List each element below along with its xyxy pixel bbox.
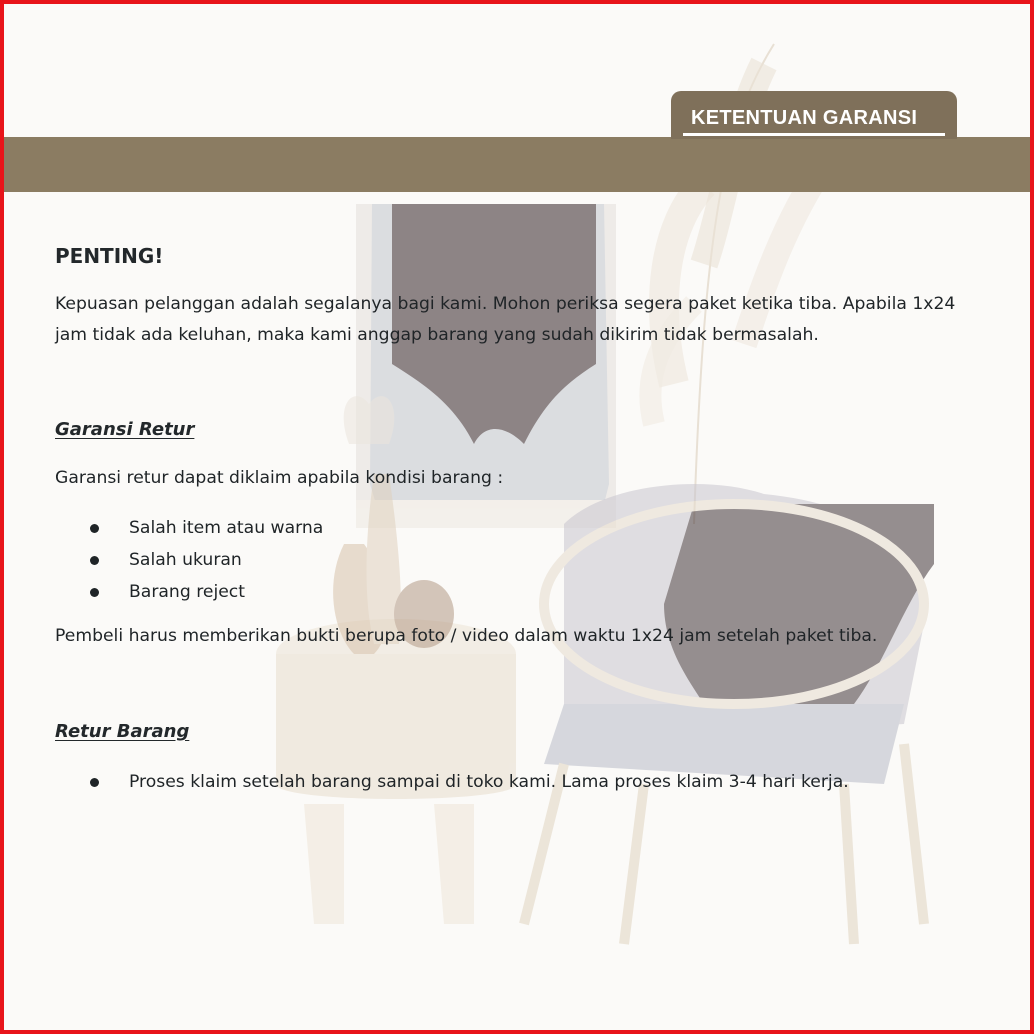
list-item: Salah ukuran — [55, 544, 323, 576]
claim-process-list — [55, 766, 849, 798]
returns-warranty-intro: Garansi retur dapat diklaim apabila kondisi barang : — [55, 468, 504, 488]
important-heading: PENTING! — [55, 244, 164, 268]
proof-note: Pembeli harus memberikan bukti berupa foto / video dalam waktu 1x24 jam setelah paket tiba. — [55, 626, 878, 646]
page-title: KETENTUAN GARANSI — [691, 107, 918, 129]
list-item: Barang reject — [55, 576, 323, 608]
header-bar — [4, 137, 1030, 192]
title-underline — [683, 133, 945, 136]
returns-warranty-title: Garansi Retur — [55, 419, 195, 440]
bullet-icon — [90, 524, 99, 533]
list-item: Salah item atau warna — [55, 512, 323, 544]
bullet-icon — [90, 588, 99, 597]
list-item: Proses klaim setelah barang sampai di toko kami. Lama proses klaim 3-4 hari kerja. — [55, 766, 849, 798]
bullet-icon — [90, 778, 99, 787]
important-text: Kepuasan pelanggan adalah segalanya bagi kami. Mohon periksa segera paket ketika tiba. Apabila 1x24 jam tidak ada keluhan, maka kami anggap barang yang sudah dikirim tidak bermasalah. — [55, 294, 956, 345]
return-goods-title: Retur Barang — [55, 721, 190, 742]
rattan-chair — [524, 484, 934, 944]
bullet-icon — [90, 556, 99, 565]
conditions-list — [55, 512, 323, 608]
